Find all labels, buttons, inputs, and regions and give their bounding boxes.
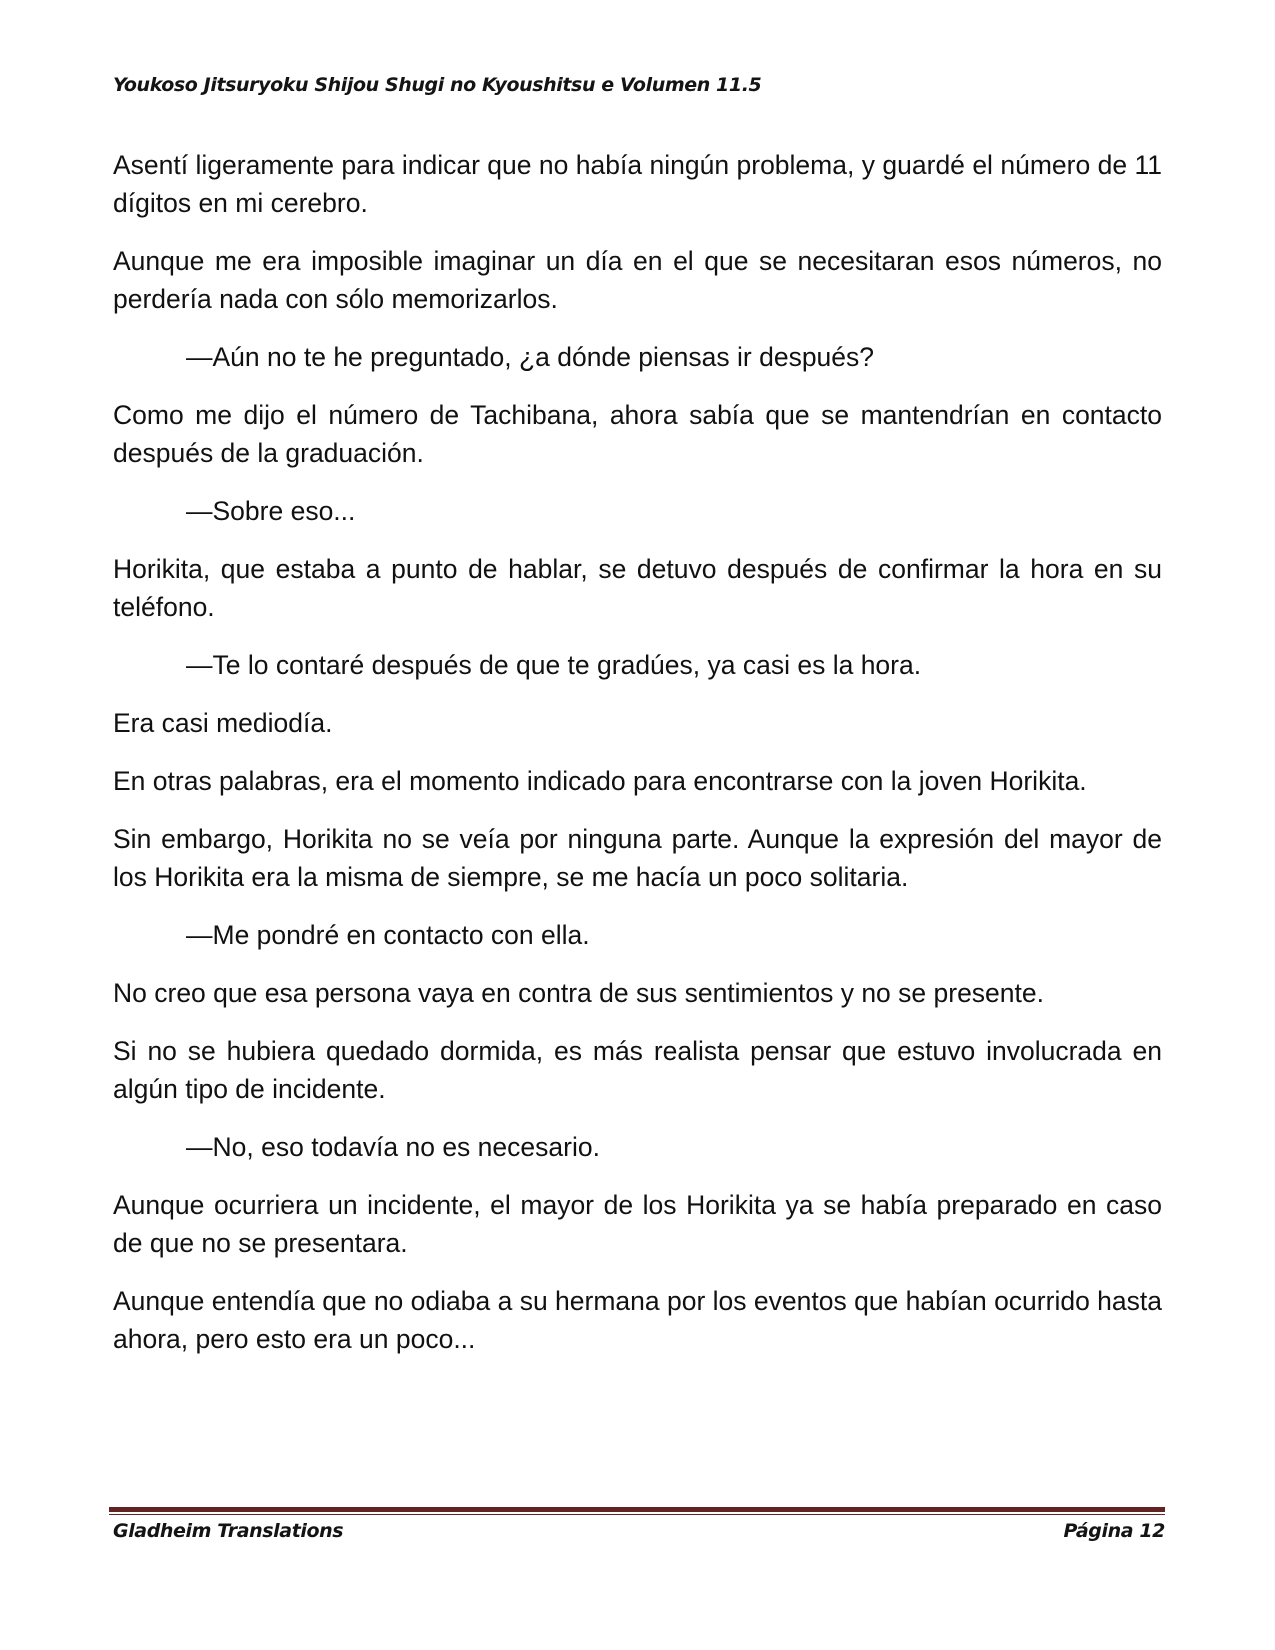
page-number: Página 12 [1063, 1520, 1165, 1542]
paragraph-narration: Horikita, que estaba a punto de hablar, se detuvo después de confirmar la hora en su teléfono. [113, 554, 1162, 622]
paragraph-narration: Asentí ligeramente para indicar que no había ningún problema, y guardé el número de 11 dígitos en mi cerebro. [113, 150, 1162, 218]
paragraph-narration: No creo que esa persona vaya en contra de sus sentimientos y no se presente. [113, 978, 1044, 1008]
paragraph-dialogue: —No, eso todavía no es necesario. [186, 1132, 600, 1162]
paragraph-dialogue: —Sobre eso... [186, 496, 356, 526]
document-header-title: Youkoso Jitsuryoku Shijou Shugi no Kyoushitsu e Volumen 11.5 [113, 74, 762, 96]
footer-credit: Gladheim Translations [113, 1520, 344, 1542]
paragraph-dialogue: —Te lo contaré después de que te gradúes, ya casi es la hora. [186, 650, 922, 680]
paragraph-narration: Sin embargo, Horikita no se veía por ninguna parte. Aunque la expresión del mayor de los Horikita era la misma de siempre, se me hacía un poco solitaria. [113, 824, 1162, 892]
paragraph-dialogue: —Aún no te he preguntado, ¿a dónde piensas ir después? [186, 342, 875, 372]
paragraph-narration: Aunque me era imposible imaginar un día en el que se necesitaran esos números, no perdería nada con sólo memorizarlos. [113, 246, 1162, 314]
footer-divider-thick [109, 1507, 1165, 1512]
document-body [113, 146, 1162, 1378]
paragraph-dialogue: —Me pondré en contacto con ella. [186, 920, 590, 950]
paragraph-narration: Aunque entendía que no odiaba a su hermana por los eventos que habían ocurrido hasta ahora, pero esto era un poco... [113, 1286, 1163, 1354]
paragraph-narration: Si no se hubiera quedado dormida, es más realista pensar que estuvo involucrada en algún tipo de incidente. [113, 1036, 1162, 1104]
paragraph-narration: Aunque ocurriera un incidente, el mayor de los Horikita ya se había preparado en caso de que no se presentara. [113, 1190, 1162, 1258]
paragraph-narration: Como me dijo el número de Tachibana, ahora sabía que se mantendrían en contacto después de la graduación. [113, 400, 1162, 468]
footer-divider-thin [109, 1514, 1165, 1515]
paragraph-narration: Era casi mediodía. [113, 708, 333, 738]
paragraph-narration: En otras palabras, era el momento indicado para encontrarse con la joven Horikita. [113, 766, 1087, 796]
